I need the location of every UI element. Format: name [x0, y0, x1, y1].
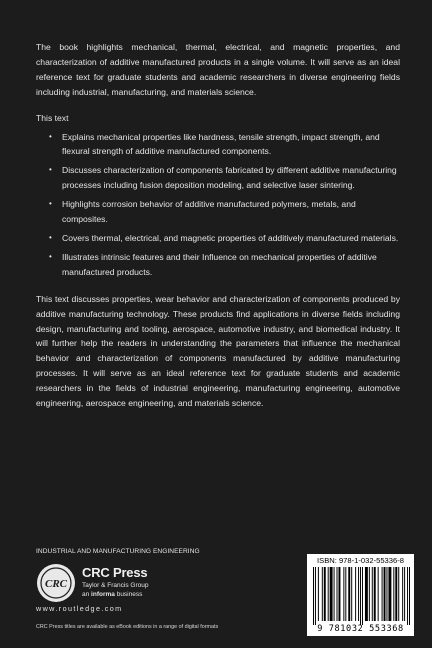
barcode-bar: [334, 567, 335, 621]
barcode-bar: [369, 567, 370, 621]
barcode-bar: [345, 567, 346, 621]
barcode-bar: [374, 567, 376, 621]
barcode-bar: [362, 567, 363, 625]
bullet-icon: •: [49, 199, 52, 209]
list-item: • Explains mechanical properties like hardness, tensile strength, impact strength, and flexural strength of additive manufactured components.: [49, 131, 380, 157]
barcode-bar: [313, 567, 314, 625]
barcode-bar: [409, 567, 410, 625]
logo-text: CRC: [44, 578, 68, 590]
list-item: • Highlights corrosion behavior of additive manufactured polymers, metals, and composites.: [49, 199, 356, 225]
barcode-bar: [365, 567, 368, 621]
barcode-bar: [315, 567, 316, 625]
barcode-bar: [343, 567, 344, 621]
publisher-logo: [36, 563, 196, 608]
publisher-website: www.routledge.com: [36, 604, 123, 613]
series-title: INDUSTRIAL AND MANUFACTURING ENGINEERING: [36, 548, 200, 555]
barcode-bar: [322, 567, 323, 621]
barcode-icon: [313, 567, 410, 625]
barcode-bar: [358, 567, 359, 621]
bullet-icon: •: [49, 251, 52, 261]
intro-paragraph: The book highlights mechanical, thermal, electrical, and magnetic properties, and characterization of additive manufactured products in a single volume. It will serve as an ideal reference text for graduate students and academic researchers in diverse engineering fields including industrial, manufacturing, and materials science.: [36, 42, 400, 97]
barcode-bar: [328, 567, 329, 621]
list-item: • Illustrates intrinsic features and their Influence on mechanical properties of additive manufactured products.: [49, 251, 377, 277]
barcode-bar: [324, 567, 326, 621]
barcode-bar: [402, 567, 403, 621]
barcode-bar: [407, 567, 408, 625]
barcode-bar: [355, 567, 356, 621]
back-cover-description: [36, 40, 400, 411]
barcode-bar: [330, 567, 333, 621]
crc-logo-icon: [36, 563, 76, 603]
barcode-bar: [395, 567, 397, 621]
barcode-bar: [338, 567, 340, 621]
barcode-bar: [360, 567, 361, 625]
bullet-icon: •: [49, 165, 52, 175]
barcode-bar: [404, 567, 405, 621]
bullet-icon: •: [49, 232, 52, 242]
barcode-bar: [393, 567, 394, 621]
feature-list: [36, 130, 400, 280]
barcode-bar: [318, 567, 319, 621]
list-item: • Covers thermal, electrical, and magnetic properties of additively manufactured materials.: [36, 231, 400, 246]
isbn-barcode: [307, 554, 414, 636]
barcode-bar: [337, 567, 338, 621]
barcode-bar: [372, 567, 373, 621]
barcode-bar: [348, 567, 350, 621]
publisher-name: CRC Press: [82, 565, 148, 580]
barcode-bar: [388, 567, 391, 621]
bullet-icon: •: [49, 131, 52, 141]
barcode-bar: [382, 567, 383, 621]
barcode-bar: [351, 567, 352, 621]
closing-paragraph: This text discusses properties, wear behavior and characterization of components produced by additive manufacturing technology. These products find applications in diverse fields including design, manufacturing and tooling, aerospace, automotive industry, and biomedical industry. It will further help the readers in understanding the parameters that influence the mechanical behavior and characterization of components manufactured by additive manufacturing processes. It will serve as an ideal reference text for graduate students and academic researchers in the fields of industrial engineering, manufacturing engineering, automotive engineering, aerospace engineering, and materials science.: [36, 293, 400, 409]
isbn-label: ISBN: 978-1-032-55336-8: [317, 556, 404, 565]
barcode-bar: [398, 567, 399, 621]
publisher-business: an informa business: [82, 591, 143, 598]
barcode-bar: [386, 567, 387, 621]
barcode-digits: 9 781032 553368: [317, 624, 404, 634]
publisher-group: Taylor & Francis Group: [82, 582, 149, 589]
list-lead: This text: [36, 112, 69, 123]
list-item: • Discusses characterization of components fabricated by different additive manufacturing processes including fusion deposition modeling, and selective laser sintering.: [49, 165, 397, 191]
ebook-note: CRC Press titles are available as eBook editions in a range of digital formats: [36, 624, 219, 630]
barcode-bar: [384, 567, 386, 621]
barcode-bar: [378, 567, 379, 621]
